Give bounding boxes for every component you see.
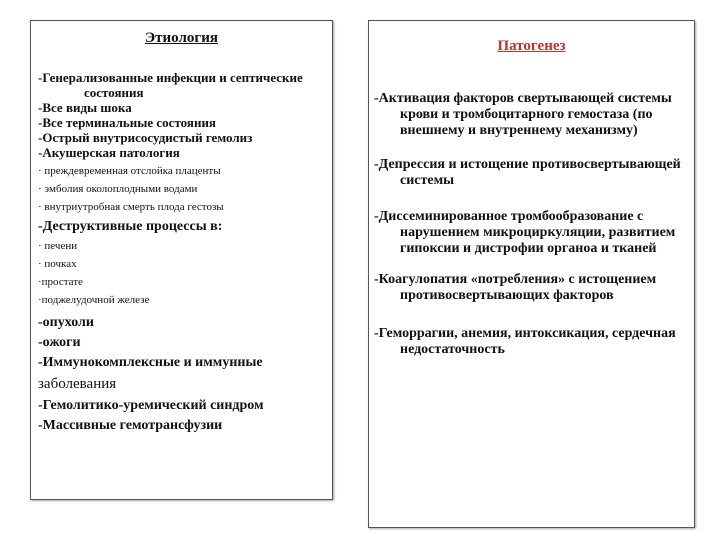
- list-item: -Гемолитико-уремический синдром: [38, 398, 264, 413]
- list-item: · эмболия околоплодными водами: [38, 183, 198, 195]
- list-item: -Деструктивные процессы в:: [38, 219, 223, 234]
- etiology-list: [38, 70, 330, 434]
- list-item: -Геморрагии, анемия, интоксикация, сердечная недостаточность: [374, 326, 676, 357]
- list-item: -Иммунокомплексные и иммунные: [38, 355, 263, 370]
- list-item: -Депрессия и истощение противосвертывающей системы: [374, 157, 681, 188]
- list-item: -Диссеминированное тромбообразование с нарушением микроциркуляции, развитием гипоксии и дистрофии органоа и тканей: [374, 209, 676, 256]
- etiology-panel: [30, 20, 333, 500]
- pathogenesis-title: Патогенез: [497, 38, 566, 54]
- list-item: -Массивные гемотрансфузии: [38, 418, 223, 433]
- list-item: -Коагулопатия «потребления» с истощением противосвертывающих факторов: [374, 272, 657, 303]
- pathogenesis-panel: [368, 20, 695, 528]
- list-item: -Острый внутрисосудистый гемолиз: [38, 130, 253, 145]
- list-item: · преждевременная отслойка плаценты: [38, 165, 221, 177]
- list-item: заболевания: [38, 376, 117, 392]
- list-item: -Все терминальные состояния: [38, 115, 216, 130]
- etiology-title: Этиология: [145, 30, 218, 46]
- list-item: ·простате: [38, 276, 83, 288]
- list-item: -Все виды шока: [38, 100, 132, 115]
- list-item: · почках: [38, 258, 77, 270]
- list-item: -ожоги: [38, 335, 81, 350]
- list-item: · печени: [38, 240, 78, 252]
- list-item: -Генерализованные инфекции и септические состояния: [38, 70, 303, 100]
- list-item: -опухоли: [38, 315, 94, 330]
- list-item: -Активация факторов свертывающей системы крови и тромбоцитарного гемостаза (по внешнему и внутреннему механизму): [374, 91, 672, 138]
- list-item: ·поджелудочной железе: [38, 294, 150, 306]
- list-item: · внутриутробная смерть плода гестозы: [38, 201, 224, 213]
- pathogenesis-list: [374, 91, 692, 358]
- list-item: -Акушерская патология: [38, 145, 180, 160]
